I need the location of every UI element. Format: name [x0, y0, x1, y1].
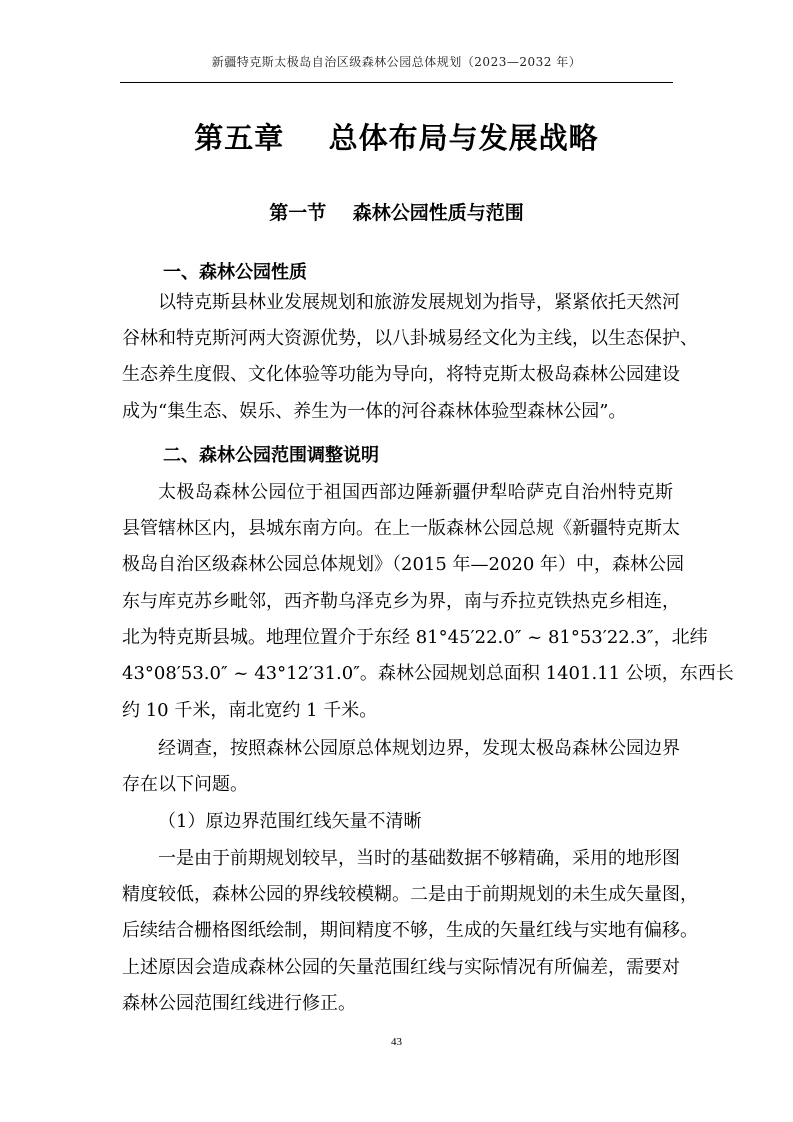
- paragraph-line: 约 10 千米，南北宽约 1 千米。: [122, 700, 378, 721]
- heading-park-nature: 一、森林公园性质: [163, 262, 307, 283]
- paragraph-line: 成为“集生态、娱乐、养生为一体的河谷森林体验型森林公园”。: [122, 401, 627, 422]
- paragraph-line: 以特克斯县林业发展规划和旅游发展规划为指导，紧紧依托天然河: [158, 292, 680, 313]
- paragraph-line: 北为特克斯县城。地理位置介于东经 81°45′22.0″ ~ 81°53′22.3″，北纬: [122, 627, 708, 648]
- heading-boundary-adjustment: 二、森林公园范围调整说明: [163, 445, 379, 466]
- paragraph-line: 一是由于前期规划较早，当时的基础数据不够精确，采用的地形图: [158, 848, 680, 869]
- subheading-boundary-issue: （1）原边界范围红线矢量不清晰: [158, 811, 422, 832]
- paragraph-line: 太极岛森林公园位于祖国西部边陲新疆伊犁哈萨克自治州特克斯: [158, 482, 673, 503]
- paragraph-line: 东与库克苏乡毗邻，西齐勒乌泽克乡为界，南与乔拉克铁热克乡相连，: [122, 591, 680, 612]
- paragraph-line: 精度较低，森林公园的界线较模糊。二是由于前期规划的未生成矢量图，: [122, 884, 698, 905]
- paragraph-line: 上述原因会造成森林公园的矢量范围红线与实际情况有所偏差，需要对: [122, 957, 680, 978]
- paragraph-line: 森林公园范围红线进行修正。: [122, 993, 356, 1014]
- running-header: 新疆特克斯太极岛自治区级森林公园总体规划（2023—2032 年）: [211, 55, 582, 69]
- paragraph-line: 县管辖林区内，县城东南方向。在上一版森林公园总规《新疆特克斯太: [122, 518, 680, 539]
- paragraph-line: 极岛自治区级森林公园总体规划》（2015 年—2020 年）中，森林公园: [122, 554, 685, 575]
- paragraph-line: 谷林和特克斯河两大资源优势，以八卦城易经文化为主线，以生态保护、: [122, 328, 698, 349]
- chapter-title: 第五章 总体布局与发展战略: [194, 121, 599, 155]
- paragraph-line: 后续结合栅格图纸绘制，期间精度不够，生成的矢量红线与实地有偏移。: [122, 920, 698, 941]
- page-number: 43: [391, 1036, 402, 1048]
- paragraph-line: 存在以下问题。: [122, 774, 248, 795]
- paragraph-line: 43°08′53.0″ ~ 43°12′31.0″。森林公园规划总面积 1401.11 公顷，东西长: [122, 663, 734, 684]
- section-title: 第一节 森林公园性质与范围: [269, 202, 524, 224]
- paragraph-line: 生态养生度假、文化体验等功能为导向，将特克斯太极岛森林公园建设: [122, 364, 680, 385]
- paragraph-line: 经调查，按照森林公园原总体规划边界，发现太极岛森林公园边界: [158, 738, 680, 759]
- header-divider: [120, 82, 673, 83]
